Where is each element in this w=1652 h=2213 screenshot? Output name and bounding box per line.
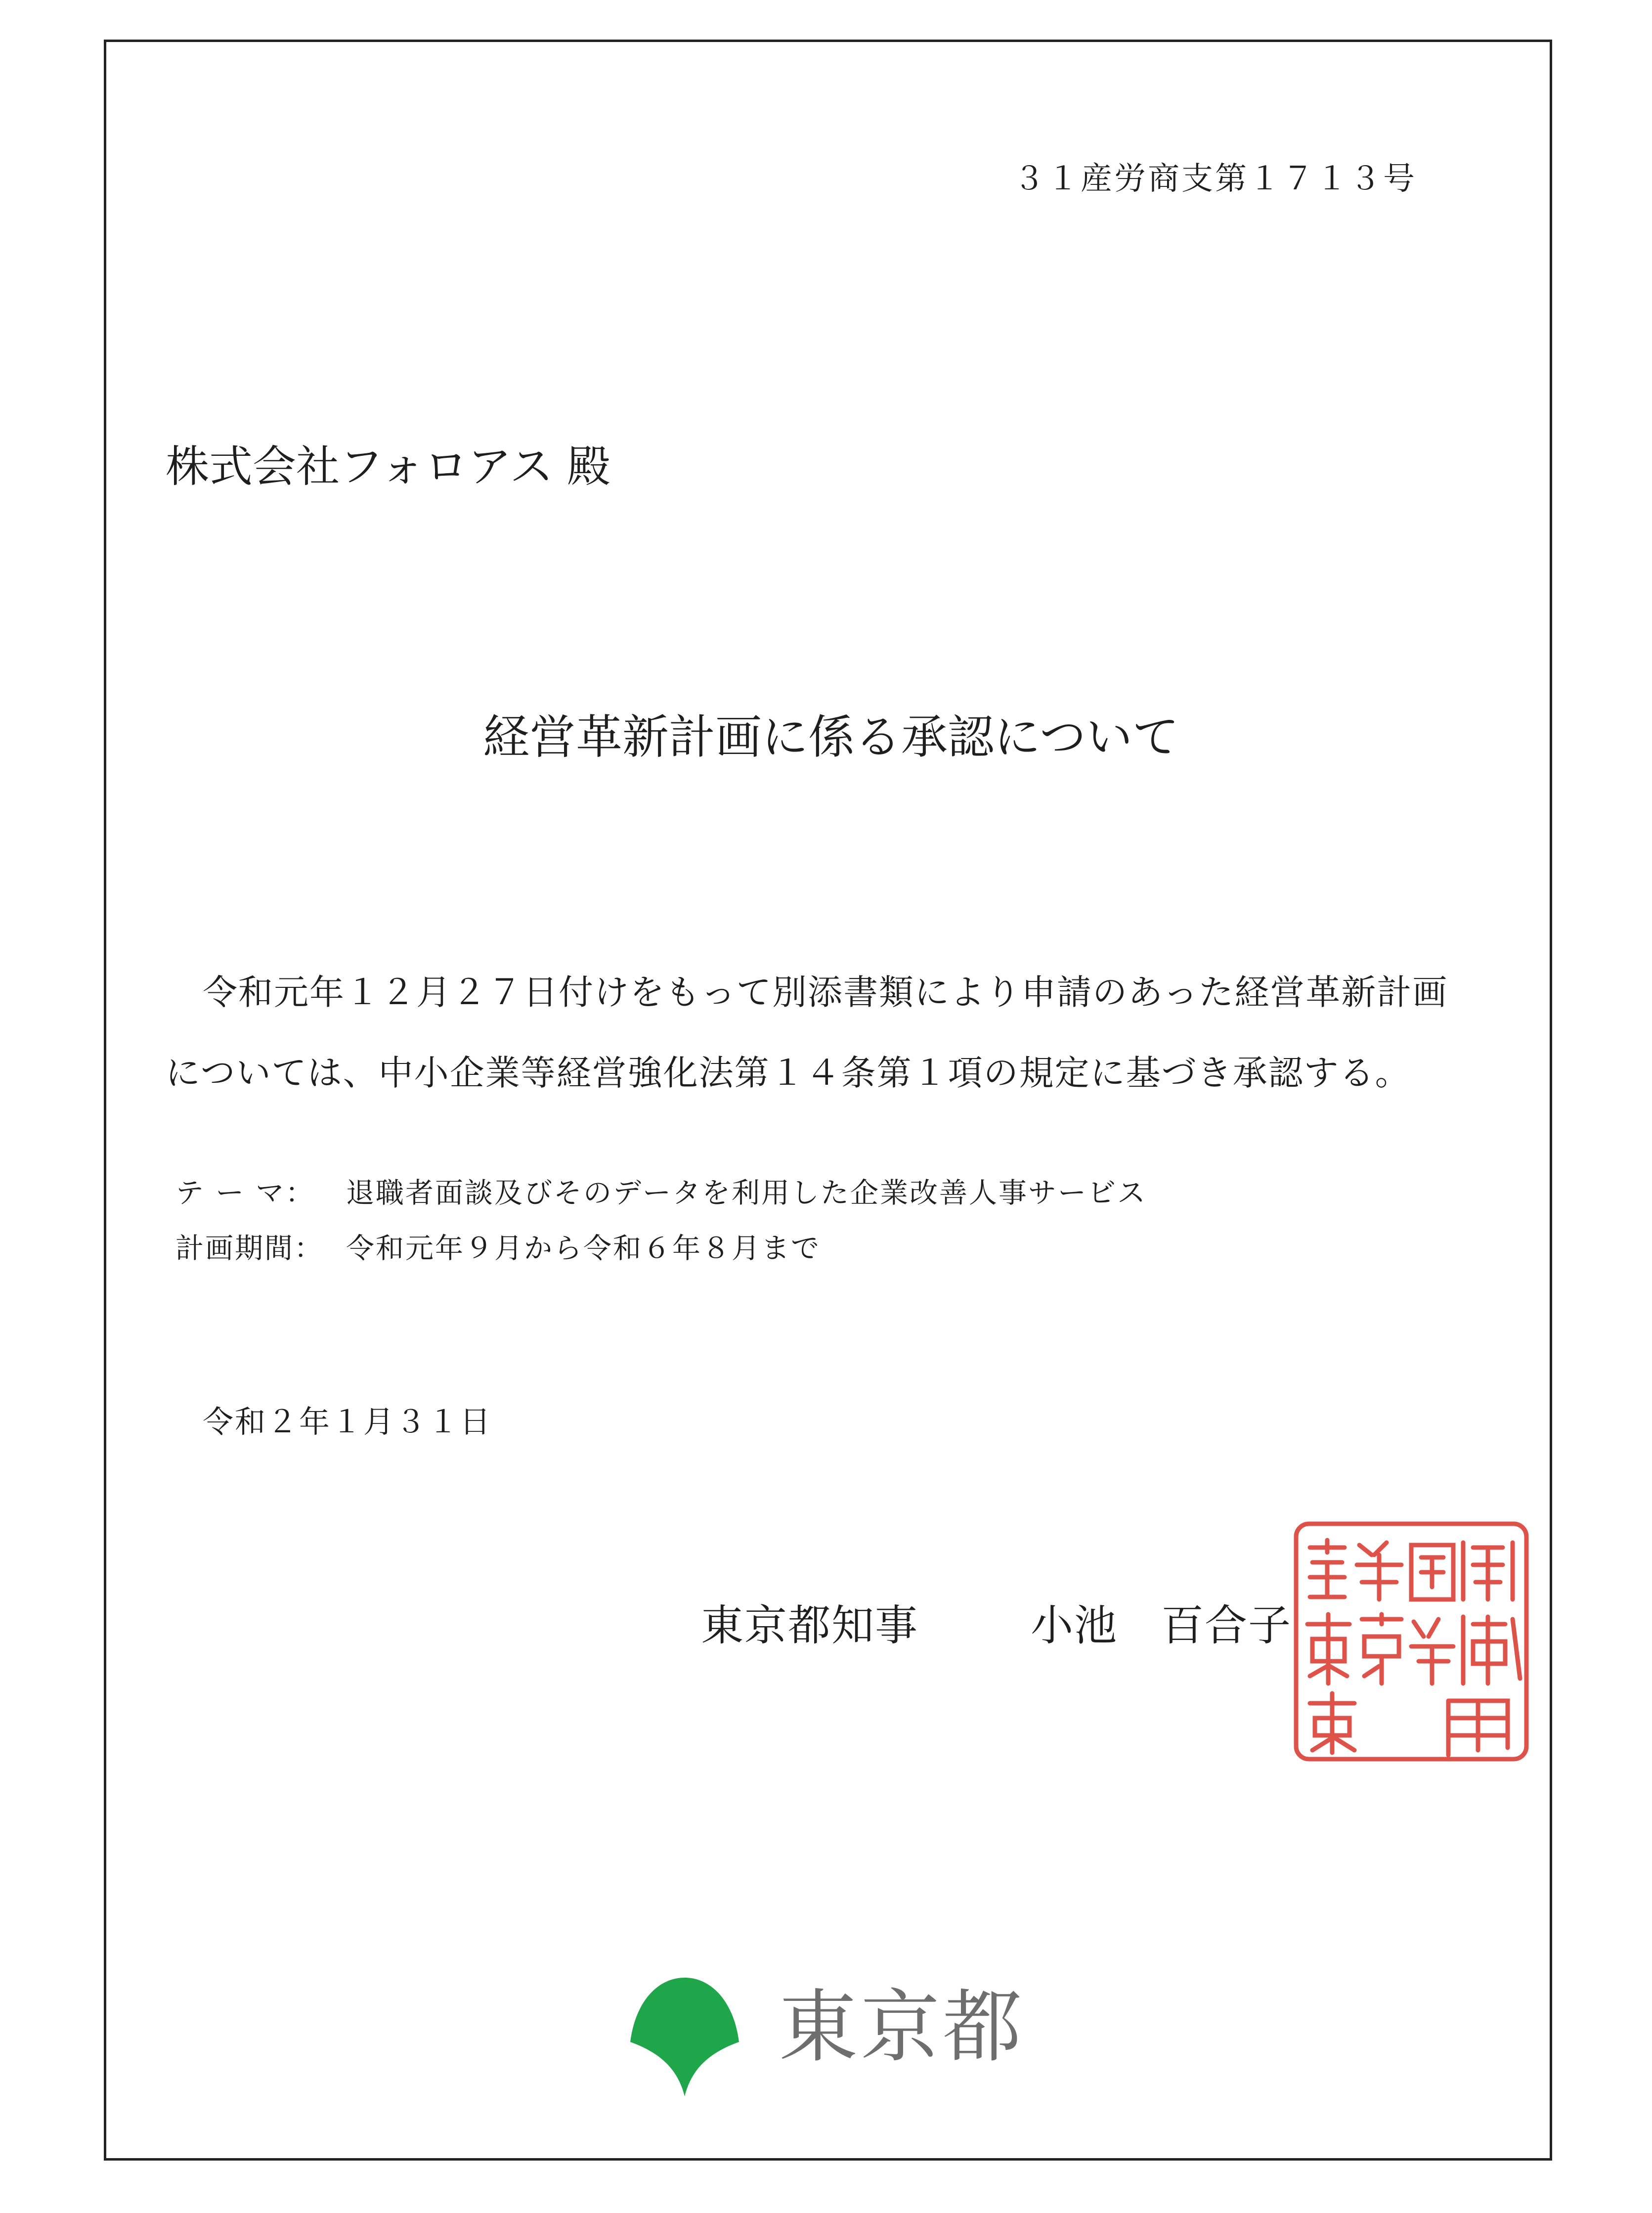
addressee: 株式会社フォロアス 殿	[166, 441, 611, 492]
issue-date: 令和２年１月３１日	[203, 1404, 492, 1440]
theme-value: 退職者面談及びそのデータを利用した企業改善人事サービス	[346, 1177, 1147, 1209]
official-seal	[1290, 1518, 1532, 1765]
document-border	[104, 40, 1552, 2161]
theme-label: テ ー マ：	[175, 1177, 315, 1209]
signer-title: 東京都知事	[701, 1601, 918, 1650]
ginkgo-leaf-icon	[628, 1973, 741, 2101]
logo-wordmark: 東京都	[779, 1981, 1025, 2073]
period-label: 計画期間：	[175, 1232, 324, 1265]
signer-name: 小池 百合子	[1031, 1601, 1292, 1650]
document-title: 経営革新計画に係る承認について	[482, 710, 1179, 764]
tokyo-logo	[628, 1973, 1073, 2101]
document-number: ３１産労商支第１７１３号	[1013, 161, 1417, 197]
body-text-line-1: 令和元年１２月２７日付けをもって別添書類により申請のあった経営革新計画	[203, 972, 1448, 1013]
body-text-line-2: については、中小企業等経営強化法第１４条第１項の規定に基づき承認する。	[166, 1053, 1411, 1093]
period-value: 令和元年９月から令和６年８月まで	[346, 1232, 821, 1265]
